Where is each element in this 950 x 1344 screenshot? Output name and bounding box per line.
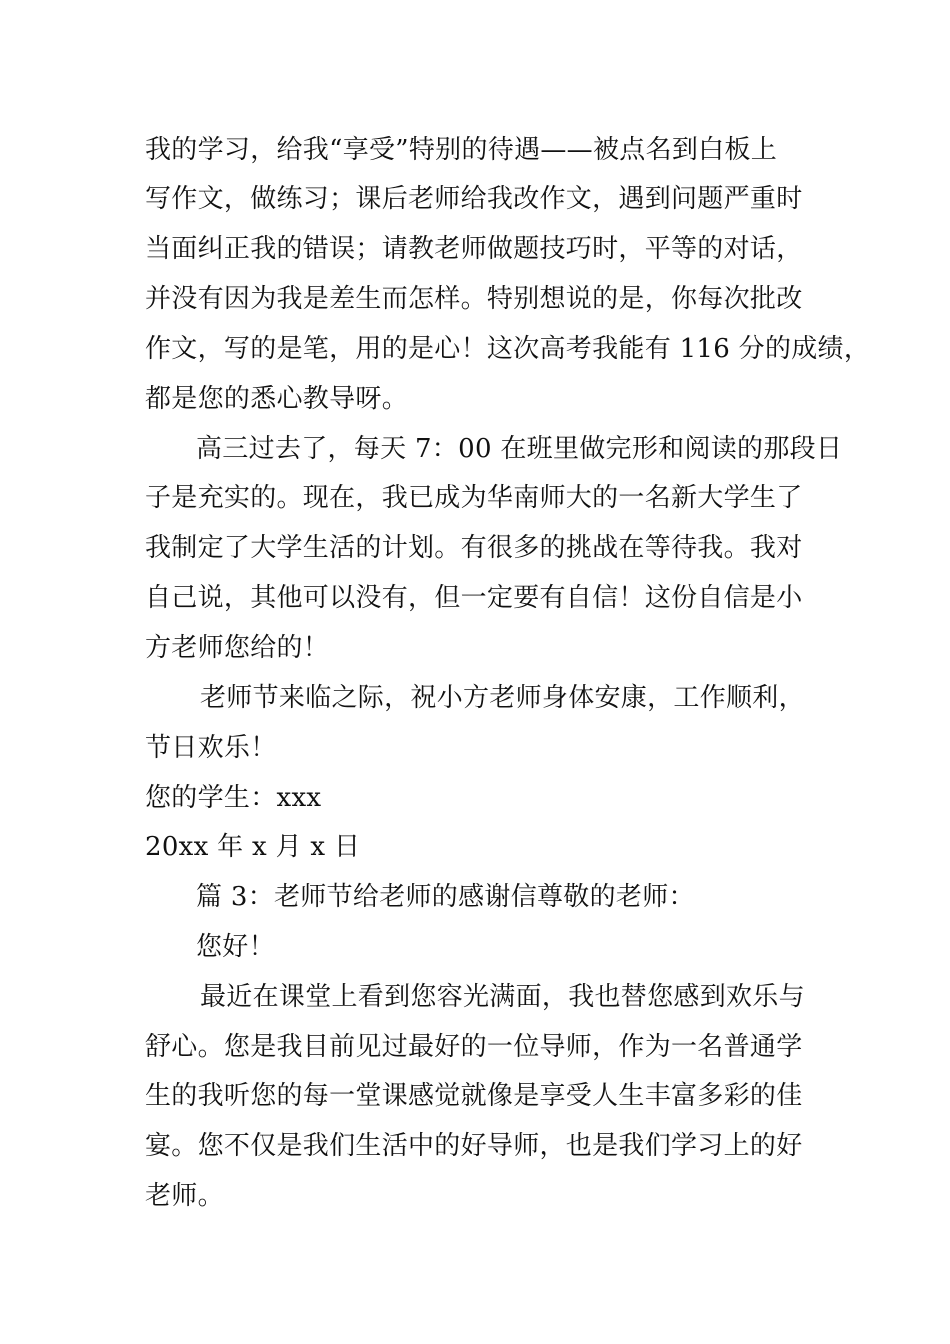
paragraph-3-line-5: 老师。 bbox=[145, 1181, 224, 1211]
text-line-3: 当面纠正我的错误；请教老师做题技巧时，平等的对话， bbox=[145, 234, 803, 264]
text-line-5: 作文，写的是笔，用的是心！这次高考我能有 116 分的成绩， bbox=[145, 334, 871, 364]
wishes-line-1: 老师节来临之际，祝小方老师身体安康，工作顺利， bbox=[200, 683, 805, 713]
section-title: 篇 3：老师节给老师的感谢信尊敬的老师： bbox=[196, 882, 695, 912]
text-line-6: 都是您的悉心教导呀。 bbox=[145, 384, 409, 414]
paragraph-2-line-4: 自己说，其他可以没有，但一定要有自信！这份自信是小 bbox=[145, 583, 803, 613]
text-line-4: 并没有因为我是差生而怎样。特别想说的是，你每次批改 bbox=[145, 284, 803, 314]
paragraph-3-line-4: 宴。您不仅是我们生活中的好导师，也是我们学习上的好 bbox=[145, 1131, 803, 1161]
date-line: 20xx 年 x 月 x 日 bbox=[145, 832, 361, 862]
paragraph-2-line-5: 方老师您给的！ bbox=[145, 633, 330, 663]
paragraph-3-line-3: 生的我听您的每一堂课感觉就像是享受人生丰富多彩的佳 bbox=[145, 1081, 803, 1111]
paragraph-2-line-2: 子是充实的。现在，我已成为华南师大的一名新大学生了 bbox=[145, 483, 803, 513]
paragraph-2-line-1: 高三过去了，每天 7：00 在班里做完形和阅读的那段日 bbox=[196, 434, 843, 464]
greeting-line: 您好！ bbox=[196, 932, 275, 962]
signature-line: 您的学生：xxx bbox=[145, 783, 322, 813]
wishes-line-2: 节日欢乐！ bbox=[145, 733, 277, 763]
paragraph-2-line-3: 我制定了大学生活的计划。有很多的挑战在等待我。我对 bbox=[145, 533, 803, 563]
paragraph-3-line-2: 舒心。您是我目前见过最好的一位导师，作为一名普通学 bbox=[145, 1032, 803, 1062]
text-line-2: 写作文，做练习；课后老师给我改作文，遇到问题严重时 bbox=[145, 184, 803, 214]
paragraph-3-line-1: 最近在课堂上看到您容光满面，我也替您感到欢乐与 bbox=[200, 982, 805, 1012]
text-line-1: 我的学习，给我“享受”特别的待遇——被点名到白板上 bbox=[145, 135, 778, 165]
